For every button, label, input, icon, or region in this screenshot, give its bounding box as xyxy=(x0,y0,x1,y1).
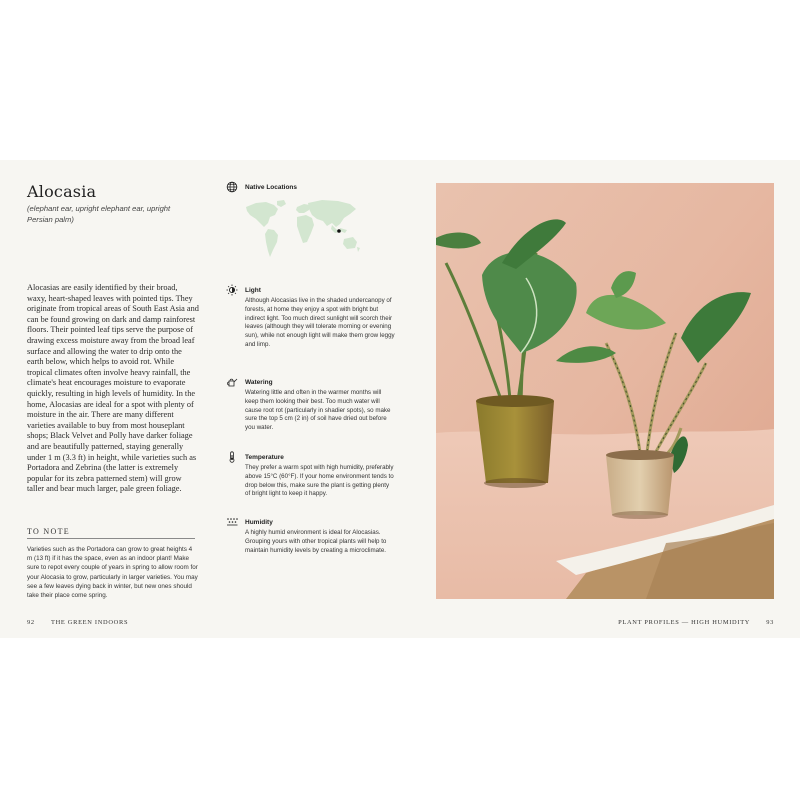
watering-label: Watering xyxy=(245,378,273,386)
plant-aliases: (elephant ear, upright elephant ear, upright Persian palm) xyxy=(27,204,171,224)
left-running-head: THE GREEN INDOORS xyxy=(50,619,129,626)
left-footer xyxy=(27,619,128,626)
native-locations-section xyxy=(226,181,297,193)
divider xyxy=(27,538,195,539)
world-map xyxy=(244,199,366,269)
temperature-text: They prefer a warm spot with high humidity, preferably above 15°C (60°F). If your home environment tends to drop below this, make sure the plant is getting plenty of bright light to keep it happy. xyxy=(245,464,394,498)
humidity-section xyxy=(226,516,395,555)
right-running-head: PLANT PROFILES — HIGH HUMIDITY xyxy=(618,619,750,626)
half-sun-icon xyxy=(226,284,238,296)
native-locations-label: Native Locations xyxy=(245,183,298,191)
right-page-number: 93 xyxy=(766,619,774,626)
watering-can-icon xyxy=(226,376,238,388)
temperature-section xyxy=(226,451,395,499)
intro-paragraph: Alocasias are easily identified by their broad, waxy, heart-shaped leaves with pointed tips. They originate from tropical areas of South East Asia and can be found growing on dark and damp rainforest floors. Their pointed leaf tips serve the purpose of drawing excess moisture away from the broad leaf surface and allowing the water to drip onto the earth below, which helps to avoid rot. While tropical climates often involve heavy rainfall, the climate's heat encourages moisture to evaporate quickly, resulting in high levels of humidity. In the home, Alocasias are ideal for a spot with plenty of moisture in the air. There are many different varieties available to buy from most houseplant shops; Black Velvet and Polly have darker foliage and are beautifully patterned, staying generally under 1 m (3.3 ft) in height, while varieties such as Portadora and Zebrina (the latter is extremely popular for its zebra patterned stem) will grow taller and bear much larger, pale green foliage. xyxy=(27,283,199,494)
to-note-heading: TO NOTE xyxy=(27,527,70,536)
light-label: Light xyxy=(245,286,261,294)
light-section xyxy=(226,284,395,350)
globe-icon xyxy=(226,181,238,193)
book-spread xyxy=(0,160,800,638)
humidity-dots-icon xyxy=(226,516,238,528)
left-page-number: 92 xyxy=(27,619,35,626)
to-note-text: Varieties such as the Portadora can grow to great heights 4 m (13 ft) if it has the space, even as an indoor plant! Make sure to repot every couple of years in spring to allow room for your Alocasia to grow, particularly in larger varieties. You may see a few leaves dying back in winter, but new ones should take their place come spring. xyxy=(27,546,198,600)
page-title: Alocasia xyxy=(27,182,97,201)
temperature-label: Temperature xyxy=(245,453,284,461)
right-footer xyxy=(618,619,774,626)
watering-section xyxy=(226,376,395,433)
plant-photo xyxy=(436,183,774,599)
watering-text: Watering little and often in the warmer months will keep them looking their best. Too much water will cause root rot (particularly in shadier spots), so make sure the top 5 cm (2 in) of soil have dried out before you water. xyxy=(245,389,391,432)
humidity-label: Humidity xyxy=(245,518,273,526)
thermometer-icon xyxy=(226,451,238,463)
humidity-text: A highly humid environment is ideal for Alocasias. Grouping yours with other tropical plants will help to maintain humidity levels by creating a microclimate. xyxy=(245,529,387,554)
light-text: Although Alocasias live in the shaded undercanopy of forests, at home they enjoy a spot with bright but indirect light. Too much direct sunlight will scorch their leaves (although they will tolerate morning or evening sun), while not enough light will make them grow leggy and limp. xyxy=(245,297,395,348)
